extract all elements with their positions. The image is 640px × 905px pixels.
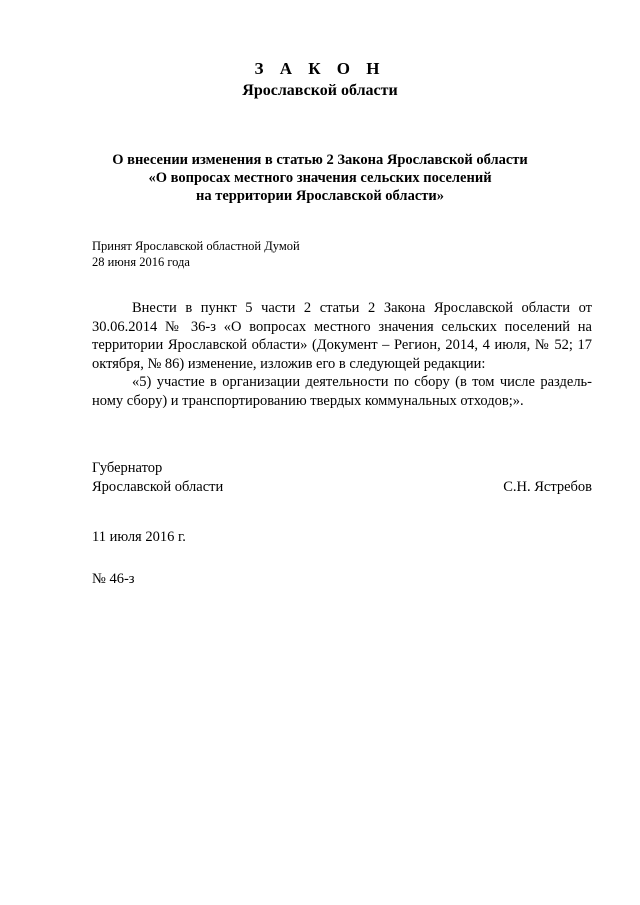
law-word: З А К О Н [254,59,386,78]
title-line: «О вопросах местного значения сельских поселений [148,170,492,186]
body-paragraph: «5) участие в организации деятельности по сбору (в том числе раздель-ному сбору) и транспортированию твердых коммунальных отходов;». [92,374,592,409]
signing-date: 11 июля 2016 г. [92,529,186,545]
signatory-name: С.Н. Ястребов [503,478,592,495]
law-heading [0,58,640,102]
adoption-date: 28 июня 2016 года [92,255,190,269]
adoption-line: Принят Ярославской областной Думой [92,239,300,253]
document-title [0,151,640,205]
title-line: на территории Ярославской области» [196,188,444,204]
law-number: № 46-з [92,571,135,587]
signatory-region: Ярославской области [92,478,224,495]
law-body [92,299,592,410]
law-region: Ярославской области [242,82,398,99]
body-paragraph: Внести в пункт 5 части 2 статьи 2 Закона Ярославской области от 30.06.2014 № 36-з «О вопросах местного значения сельских поселений на территории Ярославской области» (Документ – Регион, 2014, 4 июля, № 52; 17 октября, № 86) изменение, изложив его в следующей редакции: [92,300,592,372]
signature-block [92,459,592,496]
title-line: О внесении изменения в статью 2 Закона Ярославской области [112,152,528,168]
adoption-note [92,238,300,270]
signatory-position: Губернатор [92,460,163,476]
